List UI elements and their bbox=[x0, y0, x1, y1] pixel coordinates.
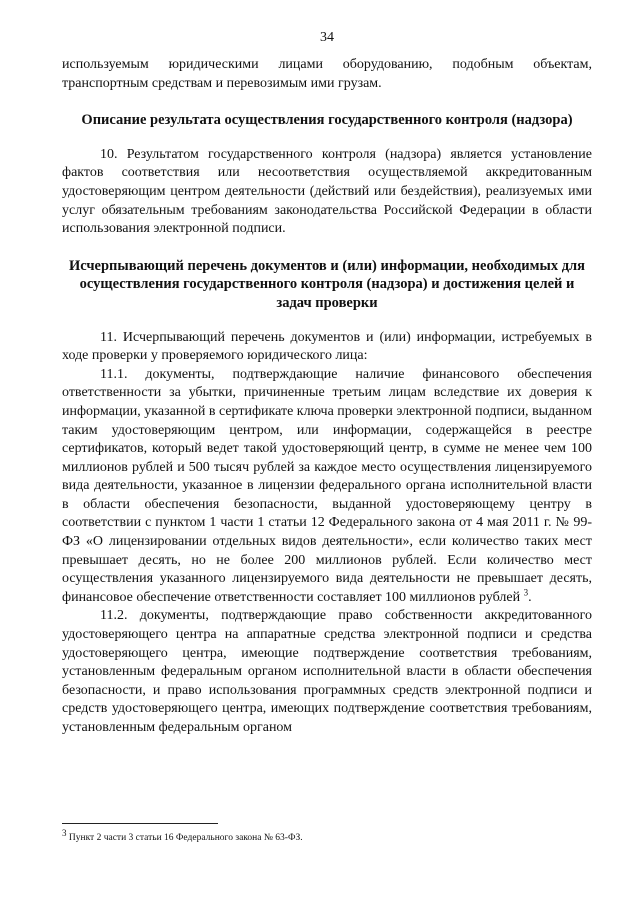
page-number: 34 bbox=[320, 30, 334, 45]
paragraph-11-1 bbox=[62, 366, 592, 608]
footnote-reference[interactable]: 3 bbox=[523, 587, 529, 598]
section-heading-result: Описание результата осуществления государственного контроля (надзора) bbox=[81, 112, 573, 129]
section-heading-documents: Исчерпывающий перечень документов и (или) информации, необходимых для осуществления государственного контроля (надзора) и достижения целей и задач проверки bbox=[68, 257, 586, 311]
paragraph-11-2: 11.2. документы, подтверждающие право собственности аккредитованного удостоверяющего центра на аппаратные средства электронной подписи и средства удостоверяющего центра, имеющие подтверждение соответствия требованиям, установленным федеральным органом исполнительной власти в области обеспечения безопасности, и право использования программных средств электронной подписи и средств удостоверяющего центра, имеющих подтверждение соответствия требованиям, установленным федеральным органом bbox=[62, 608, 592, 735]
paragraph-11-1-text: 11.1. документы, подтверждающие наличие финансового обеспечения ответственности за убытки, причиненные третьим лицам вследствие их доверия к информации, указанной в сертификате ключа проверки электронной подписи, выданном таким удостоверяющим центром, или информации, содержащейся в реестре сертификатов, который ведет такой удостоверяющий центр, в сумме не менее чем 100 миллионов рублей и 500 тысяч рублей за каждое место осуществления лицензируемого вида деятельности, указанное в лицензии федерального органа исполнительной власти в области обеспечения безопасности, выданной удостоверяющему центру в соответствии с пунктом 1 части 1 статьи 12 Федерального закона от 4 мая 2011 г. № 99-ФЗ «О лицензировании отдельных видов деятельности», если количество таких мест превышает десять, но не более 200 миллионов рублей. Если количество мест осуществления указанного лицензируемого вида деятельности не превышает десять, финансовое обеспечение ответственности составляет 100 миллионов рублей bbox=[62, 366, 592, 605]
paragraph-intro: используемым юридическими лицами оборудованию, подобным объектам, транспортным средствам и перевозимым ими грузам. bbox=[62, 57, 592, 91]
footnote bbox=[62, 828, 303, 844]
footnote-mark: 3 bbox=[62, 828, 67, 838]
paragraph-11-1-end: . bbox=[528, 589, 532, 605]
footnote-separator bbox=[62, 823, 218, 824]
paragraph-11: 11. Исчерпывающий перечень документов и (или) информации, истребуемых в ходе проверки у проверяемого юридического лица: bbox=[62, 329, 592, 364]
paragraph-10: 10. Результатом государственного контроля (надзора) является установление фактов соответствия или несоответствия осуществляемой аккредитованным удостоверяющим центром деятельности (действий или бездействия), реализуемых ими услуг обязательным требованиям законодательства Российской Федерации в области использования электронной подписи. bbox=[62, 146, 592, 237]
footnote-text: Пункт 2 части 3 статьи 16 Федерального закона № 63-ФЗ. bbox=[68, 833, 303, 844]
